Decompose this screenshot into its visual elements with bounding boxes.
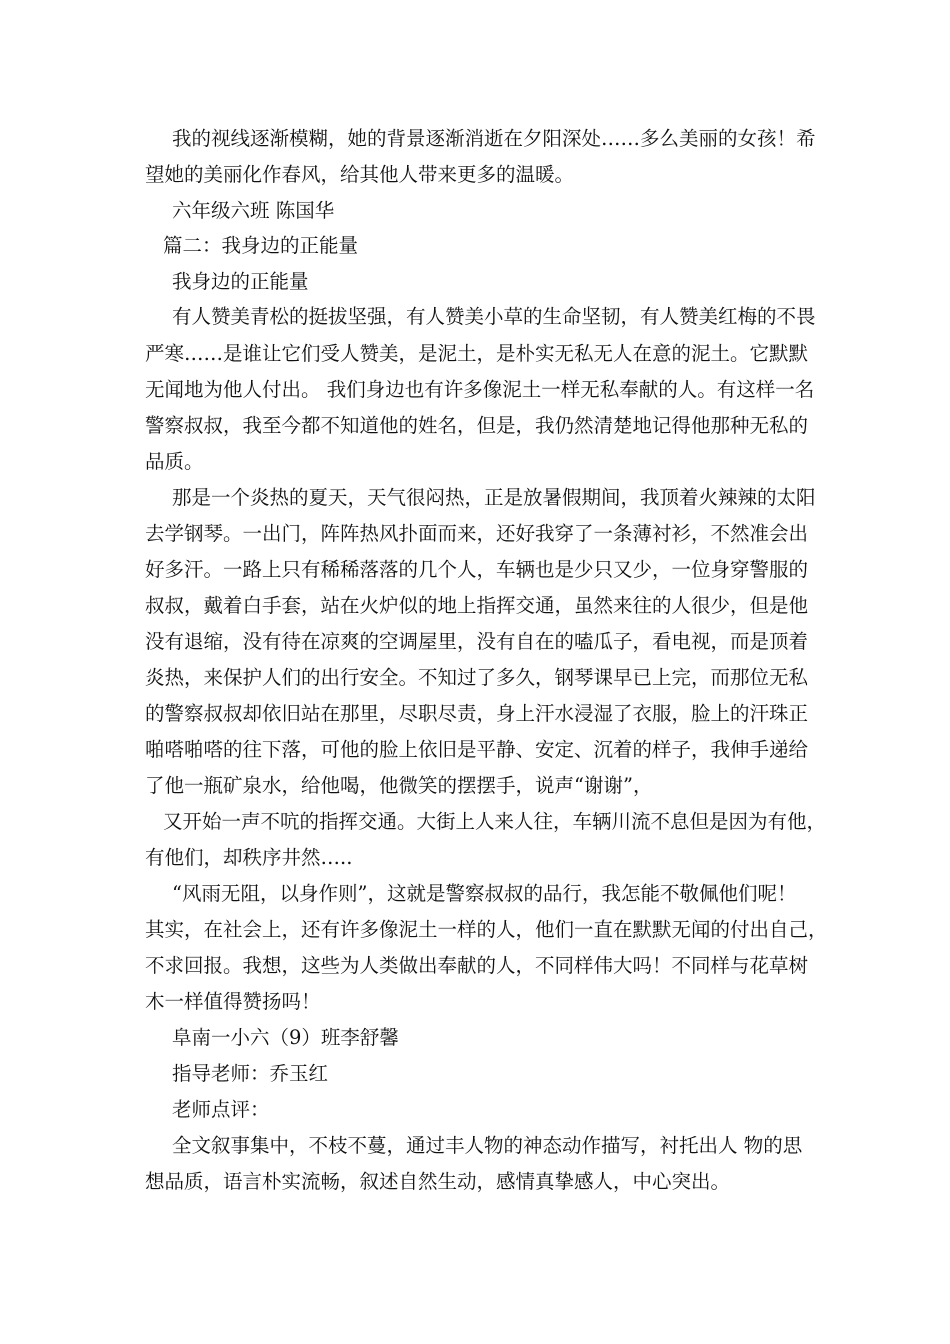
- paragraph-line: 我的视线逐渐模糊，她的背景逐渐消逝在夕阳深处……多么美丽的女孩！希: [172, 127, 816, 150]
- paragraph-line: 有他们，却秩序井然…..: [145, 846, 353, 869]
- teacher-line: 指导老师：乔玉红: [172, 1062, 329, 1085]
- paragraph-line: 品质。: [145, 450, 204, 473]
- paragraph-line: 有人赞美青松的挺拔坚强，有人赞美小草的生命坚韧，有人赞美红梅的不畏: [172, 305, 816, 328]
- paragraph-line: 没有退缩，没有待在凉爽的空调屋里，没有自在的嗑瓜子，看电视，而是顶着: [145, 630, 809, 653]
- paragraph-line: 警察叔叔，我至今都不知道他的姓名，但是，我仍然清楚地记得他那种无私的: [145, 414, 809, 437]
- paragraph-line: 木一样值得赞扬吗！: [145, 990, 321, 1013]
- paragraph-line: 无闻地为他人付出。 我们身边也有许多像泥土一样无私奉献的人。有这样一名: [145, 378, 815, 401]
- author-line: 阜南一小六（9）班李舒馨: [172, 1026, 399, 1049]
- author-line: 六年级六班 陈国华: [172, 199, 335, 222]
- comment-line: 全文叙事集中，不枝不蔓，通过丰人物的神态动作描写，衬托出人 物的思: [172, 1134, 803, 1157]
- paragraph-line: 啪嗒啪嗒的往下落，可他的脸上依旧是平静、安定、沉着的样子，我伸手递给: [145, 738, 809, 761]
- paragraph-line: 叔叔，戴着白手套，站在火炉似的地上指挥交通，虽然来往的人很少，但是他: [145, 594, 809, 617]
- paragraph-line: 去学钢琴。一出门，阵阵热风扑面而来，还好我穿了一条薄衬衫，不然准会出: [145, 522, 809, 545]
- comment-line: 想品质，语言朴实流畅，叙述自然生动，感情真挚感人，中心突出。: [145, 1170, 731, 1193]
- paragraph-line: 的警察叔叔却依旧站在那里，尽职尽责，身上汗水浸湿了衣服，脸上的汗珠正: [145, 702, 809, 725]
- paragraph-line: 又开始一声不吭的指挥交通。大街上人来人往，车辆川流不息但是因为有他，: [163, 810, 827, 833]
- paragraph-line: 炎热，来保护人们的出行安全。不知过了多久，钢琴课早已上完，而那位无私: [145, 666, 809, 689]
- paragraph-line: 不求回报。我想，这些为人类做出奉献的人，不同样伟大吗！不同样与花草树: [145, 954, 809, 977]
- paragraph-line: 了他一瓶矿泉水，给他喝，他微笑的摆摆手，说声“谢谢”，: [145, 774, 653, 797]
- paragraph-line: 那是一个炎热的夏天，天气很闷热，正是放暑假期间，我顶着火辣辣的太阳: [172, 486, 816, 509]
- paragraph-line: “风雨无阻，以身作则”，这就是警察叔叔的品行，我怎能不敬佩他们呢！: [172, 882, 797, 905]
- comment-heading: 老师点评：: [172, 1098, 270, 1121]
- paragraph-line: 好多汗。一路上只有稀稀落落的几个人，车辆也是少只又少，一位身穿警服的: [145, 558, 809, 581]
- paragraph-line: 其实，在社会上，还有许多像泥土一样的人，他们一直在默默无闻的付出自己，: [145, 918, 828, 941]
- paragraph-line: 严寒……是谁让它们受人赞美，是泥土，是朴实无私无人在意的泥土。它默默: [145, 342, 809, 365]
- section-heading: 篇二：我身边的正能量: [163, 234, 359, 257]
- essay-title: 我身边的正能量: [172, 270, 309, 293]
- paragraph-line: 望她的美丽化作春风，给其他人带来更多的温暖。: [145, 163, 575, 186]
